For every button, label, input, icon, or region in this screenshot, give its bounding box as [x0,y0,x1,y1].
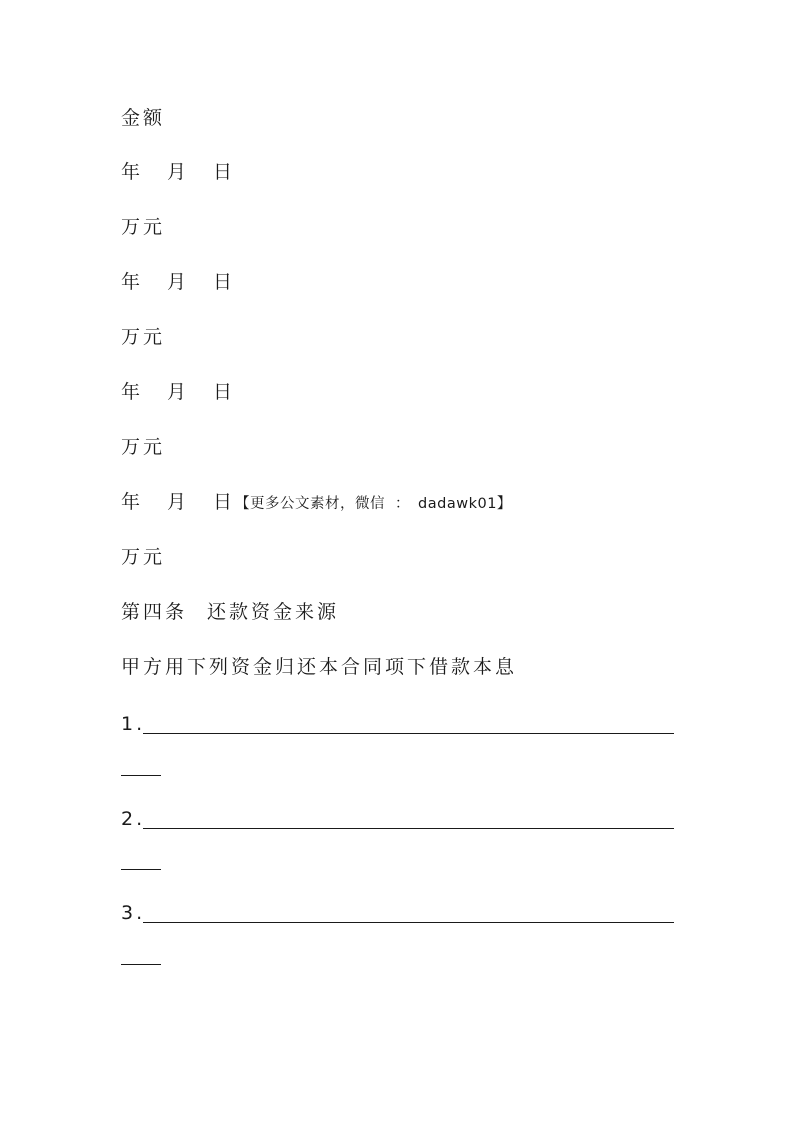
blank-line-1 [121,712,674,736]
date-line-4 [121,490,512,516]
blank-line-2 [121,807,674,831]
year-label: 年 [121,381,144,403]
day-label: 日 [213,271,236,293]
amount-label: 金额 [121,107,166,129]
promo-note-colon: ： [395,496,411,512]
date-line-2 [121,270,235,294]
month-label: 月 [167,161,190,183]
blank-number: 3. [121,902,146,924]
day-label: 日 [213,161,236,183]
fill-in-rule-continued [121,964,161,965]
wan-yuan-2: 万元 [121,326,166,348]
promo-note [235,496,512,512]
month-label: 月 [167,381,190,403]
promo-note-suffix: dadawk01】 [418,496,512,512]
day-label: 日 [213,491,236,513]
wan-yuan-4: 万元 [121,546,166,568]
month-label: 月 [167,491,190,513]
wan-yuan-3: 万元 [121,436,166,458]
year-label: 年 [121,161,144,183]
date-line-1 [121,160,235,184]
date-line-3 [121,380,235,404]
blank-number: 2. [121,808,146,830]
blank-line-3 [121,901,674,925]
year-label: 年 [121,491,144,513]
fill-in-rule [143,828,674,829]
intro-text: 甲方用下列资金归还本合同项下借款本息 [121,656,518,678]
blank-number: 1. [121,713,146,735]
promo-note-prefix: 【更多公文素材，微信 [235,496,386,512]
day-label: 日 [213,381,236,403]
article-heading [121,600,339,624]
fill-in-rule [143,733,674,734]
article-number: 第四条 [121,601,188,623]
fill-in-rule-continued [121,869,161,870]
wan-yuan-1: 万元 [121,216,166,238]
year-label: 年 [121,271,144,293]
month-label: 月 [167,271,190,293]
fill-in-rule-continued [121,775,161,776]
article-title: 还款资金来源 [207,601,340,623]
fill-in-rule [143,922,674,923]
